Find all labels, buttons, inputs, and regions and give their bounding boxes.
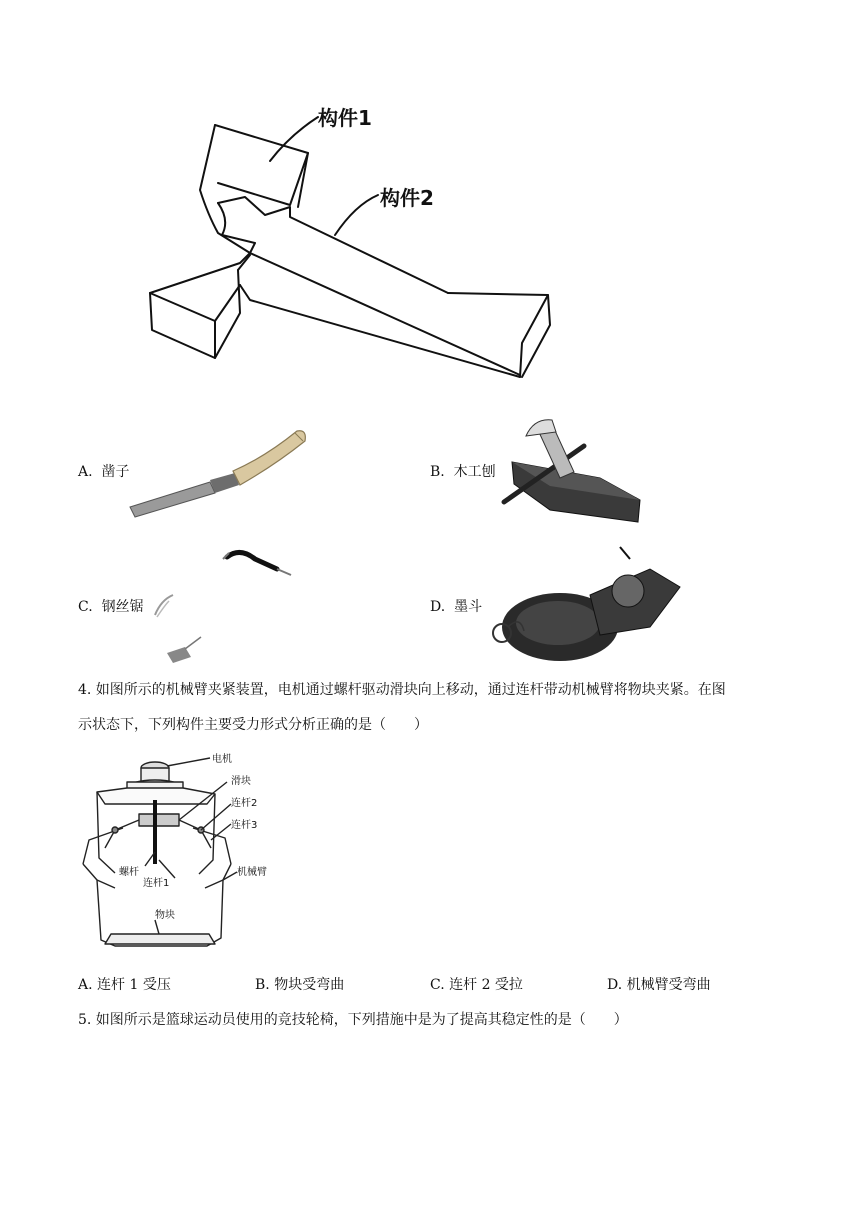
- label-motor: 电机: [212, 754, 232, 765]
- q4-option-d: [607, 975, 711, 995]
- q4-option-d-text: 机械臂受弯曲: [626, 977, 711, 993]
- q4-option-c-text: 连杆 2 受拉: [449, 977, 523, 993]
- label-screw: 螺杆: [119, 867, 139, 878]
- q5-stem: 5. 如图所示是篮球运动员使用的竞技轮椅，下列措施中是为了提高其稳定性的是（ ）: [78, 1012, 628, 1028]
- option-a: [78, 462, 129, 482]
- dovetail-joint-figure: [130, 95, 570, 395]
- option-c: [78, 597, 144, 617]
- label-link3: 连杆3: [231, 820, 258, 831]
- q4-option-b-letter: B.: [255, 977, 270, 993]
- q4-option-c-letter: C.: [430, 977, 445, 993]
- q4-option-a: [78, 975, 171, 995]
- option-d-letter: D.: [430, 599, 446, 615]
- q4-option-a-letter: A.: [78, 977, 93, 993]
- option-a-text: 凿子: [101, 464, 130, 480]
- option-c-letter: C.: [78, 599, 93, 615]
- option-b: [430, 462, 496, 482]
- q4-option-b-text: 物块受弯曲: [274, 977, 345, 993]
- q4-option-c: [430, 975, 523, 995]
- label-component-1: 构件1: [318, 106, 372, 130]
- option-d-text: 墨斗: [454, 599, 483, 615]
- ink-marker-icon: [480, 545, 700, 670]
- label-link1: 连杆1: [143, 878, 170, 889]
- label-slider: 滑块: [231, 776, 251, 787]
- wood-plane-icon: [500, 410, 650, 530]
- label-link2: 连杆2: [231, 798, 258, 809]
- q4-stem-line1: 4. 如图所示的机械臂夹紧装置，电机通过螺杆驱动滑块向上移动，通过连杆带动机械臂将物块夹紧。在图: [78, 682, 726, 698]
- q4-option-a-text: 连杆 1 受压: [97, 977, 171, 993]
- option-b-text: 木工刨: [453, 464, 496, 480]
- label-component-2: 构件2: [380, 186, 434, 210]
- option-d: [430, 597, 482, 617]
- label-arm: 机械臂: [237, 867, 267, 878]
- option-a-letter: A.: [78, 464, 93, 480]
- wire-saw-icon: [145, 545, 305, 670]
- chisel-icon: [125, 425, 310, 520]
- option-c-text: 钢丝锯: [101, 599, 144, 615]
- q4-option-d-letter: D.: [607, 977, 623, 993]
- label-block: 物块: [155, 910, 175, 921]
- q4-option-b: [255, 975, 344, 995]
- clamp-mechanism-figure: [75, 748, 285, 956]
- q4-stem-line2: 示状态下，下列构件主要受力形式分析正确的是（ ）: [78, 717, 428, 733]
- option-b-letter: B.: [430, 464, 445, 480]
